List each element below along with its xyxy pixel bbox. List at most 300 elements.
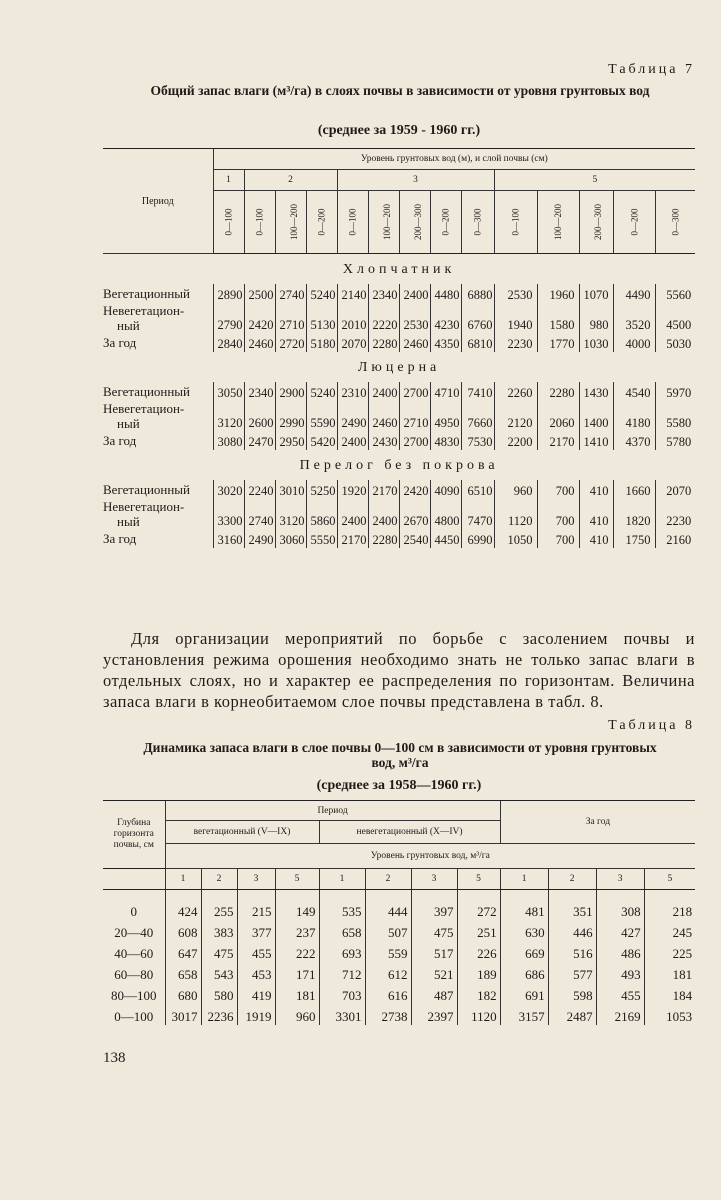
table7-label: Таблица 7 bbox=[608, 62, 695, 77]
table-cell: 6760 bbox=[461, 303, 494, 333]
depth-label: 0 bbox=[130, 903, 137, 919]
table7-layer-header bbox=[368, 191, 399, 254]
body-paragraph bbox=[103, 628, 695, 712]
table-cell: 2400 bbox=[337, 499, 368, 529]
depth-label: 0—100 bbox=[114, 1008, 154, 1024]
table-row bbox=[103, 401, 695, 431]
table-cell: 3017 bbox=[165, 1004, 201, 1025]
depth-label: 80—100 bbox=[111, 987, 157, 1003]
table-cell: 2230 bbox=[655, 499, 695, 529]
table-row bbox=[103, 983, 695, 1004]
table-cell: 7410 bbox=[461, 382, 494, 401]
table-cell: 1580 bbox=[537, 303, 579, 333]
table8-level-cell: 2 bbox=[201, 869, 237, 890]
table-cell: 410 bbox=[579, 499, 613, 529]
table-cell: 2460 bbox=[399, 333, 430, 352]
table7-layer-label: 0—100 bbox=[223, 208, 234, 235]
table-cell: 2738 bbox=[365, 1004, 411, 1025]
table-cell: 453 bbox=[237, 962, 275, 983]
table-cell: 2070 bbox=[655, 480, 695, 499]
row-label bbox=[103, 303, 213, 333]
table-cell: 577 bbox=[548, 962, 596, 983]
table-cell: 182 bbox=[457, 983, 500, 1004]
table-row bbox=[103, 920, 695, 941]
table-cell: 686 bbox=[500, 962, 548, 983]
table-cell: 2170 bbox=[368, 480, 399, 499]
row-label: Вегетационный bbox=[103, 383, 191, 399]
table-cell: 427 bbox=[596, 920, 644, 941]
table8-title: Динамика запаса влаги в слое почвы 0—100 см в зависимости от уровня грунтовых вод, м³/га bbox=[143, 740, 657, 770]
table-cell: 5860 bbox=[306, 499, 337, 529]
table-cell: 712 bbox=[319, 962, 365, 983]
table7-layer-header bbox=[613, 191, 655, 254]
table-row bbox=[103, 499, 695, 529]
table-cell: 1070 bbox=[579, 284, 613, 303]
table-cell: 4000 bbox=[613, 333, 655, 352]
table-cell: 2240 bbox=[244, 480, 275, 499]
table-cell: 507 bbox=[365, 920, 411, 941]
table-cell: 1430 bbox=[579, 382, 613, 401]
table7-layer-label: 0—200 bbox=[440, 208, 451, 235]
table-cell: 2280 bbox=[368, 529, 399, 548]
table-row bbox=[103, 890, 695, 920]
row-label-line2: ный bbox=[117, 416, 140, 431]
table-cell: 2280 bbox=[368, 333, 399, 352]
table-cell: 658 bbox=[319, 920, 365, 941]
table-cell: 1120 bbox=[457, 1004, 500, 1025]
page-number: 138 bbox=[103, 1050, 126, 1066]
table-cell: 493 bbox=[596, 962, 644, 983]
table-cell: 424 bbox=[165, 890, 201, 920]
table-cell: 630 bbox=[500, 920, 548, 941]
table-cell: 2700 bbox=[399, 431, 430, 450]
table-cell: 5590 bbox=[306, 401, 337, 431]
table-cell: 475 bbox=[411, 920, 457, 941]
table-cell: 3010 bbox=[275, 480, 306, 499]
table-cell: 2170 bbox=[337, 529, 368, 548]
table-cell: 1053 bbox=[644, 1004, 695, 1025]
table-cell: 2400 bbox=[337, 431, 368, 450]
table-cell: 598 bbox=[548, 983, 596, 1004]
table-cell: 226 bbox=[457, 941, 500, 962]
table-cell: 3020 bbox=[213, 480, 244, 499]
table7-subtitle: (среднее за 1959 - 1960 гг.) bbox=[317, 123, 481, 138]
table-cell: 2430 bbox=[368, 431, 399, 450]
table-cell: 4370 bbox=[613, 431, 655, 450]
table-cell: 1920 bbox=[337, 480, 368, 499]
table7-layer-label: 0—300 bbox=[472, 208, 483, 235]
table-cell: 693 bbox=[319, 941, 365, 962]
table8-level-cell: 1 bbox=[319, 869, 365, 890]
depth-label: 40—60 bbox=[114, 945, 154, 961]
table7-layer-header bbox=[213, 191, 244, 254]
row-label-line1: Невегетацион- bbox=[103, 303, 185, 318]
table-cell: 2060 bbox=[537, 401, 579, 431]
table-cell: 3300 bbox=[213, 499, 244, 529]
table-cell: 7660 bbox=[461, 401, 494, 431]
table8-empty-cell bbox=[103, 869, 165, 890]
table-cell: 2340 bbox=[368, 284, 399, 303]
table8-level-cell: 3 bbox=[237, 869, 275, 890]
table-cell: 2460 bbox=[244, 333, 275, 352]
table-cell: 5560 bbox=[655, 284, 695, 303]
table-cell: 225 bbox=[644, 941, 695, 962]
table-cell: 5780 bbox=[655, 431, 695, 450]
table-cell: 2280 bbox=[537, 382, 579, 401]
table-row bbox=[103, 480, 695, 499]
table-row bbox=[103, 431, 695, 450]
table7-layer-label: 0—200 bbox=[316, 208, 327, 235]
table-cell: 189 bbox=[457, 962, 500, 983]
table8-level-cell: 5 bbox=[644, 869, 695, 890]
table-cell: 2160 bbox=[655, 529, 695, 548]
table-cell: 5250 bbox=[306, 480, 337, 499]
paragraph-text: Для организации мероприятий по борьбе с засолением почвы и установления режима орошения необходимо знать не только запас влаги в отдельных слоях, но и характер ее распределения по горизонтам. Величина запаса влаги в корнеобитаемом слое почвы представлена в табл. 8. bbox=[103, 629, 695, 711]
table-cell: 3520 bbox=[613, 303, 655, 333]
table-cell: 1770 bbox=[537, 333, 579, 352]
table-cell: 149 bbox=[275, 890, 319, 920]
table-cell: 612 bbox=[365, 962, 411, 983]
depth-label: 60—80 bbox=[114, 966, 154, 982]
table8 bbox=[103, 800, 695, 1025]
table-cell: 2950 bbox=[275, 431, 306, 450]
table-cell: 2140 bbox=[337, 284, 368, 303]
table-cell: 6990 bbox=[461, 529, 494, 548]
table-row bbox=[103, 962, 695, 983]
table-cell: 2010 bbox=[337, 303, 368, 333]
table-cell: 4950 bbox=[430, 401, 461, 431]
table-cell: 700 bbox=[537, 529, 579, 548]
row-label: За год bbox=[103, 432, 137, 448]
table-cell: 2720 bbox=[275, 333, 306, 352]
table8-level-cell: 5 bbox=[275, 869, 319, 890]
table7-layer-label: 0—100 bbox=[254, 208, 265, 235]
table-cell: 2236 bbox=[201, 1004, 237, 1025]
table-cell: 2169 bbox=[596, 1004, 644, 1025]
table7-level-1: 1 bbox=[213, 170, 244, 191]
table-cell: 5180 bbox=[306, 333, 337, 352]
table-cell: 215 bbox=[237, 890, 275, 920]
row-label-line2: ный bbox=[117, 514, 140, 529]
table-cell: 2790 bbox=[213, 303, 244, 333]
table-cell: 700 bbox=[537, 499, 579, 529]
table-cell: 3160 bbox=[213, 529, 244, 548]
table-cell: 2397 bbox=[411, 1004, 457, 1025]
table-cell: 4230 bbox=[430, 303, 461, 333]
table-cell: 2670 bbox=[399, 499, 430, 529]
table-cell: 2340 bbox=[244, 382, 275, 401]
table-cell: 516 bbox=[548, 941, 596, 962]
table-cell: 669 bbox=[500, 941, 548, 962]
table8-depth-header: Глубина горизонта почвы, см bbox=[103, 801, 165, 869]
table-cell: 4350 bbox=[430, 333, 461, 352]
table7-group-header: Уровень грунтовых вод (м), и слой почвы (см) bbox=[213, 149, 695, 170]
table-cell: 2220 bbox=[368, 303, 399, 333]
table-cell: 237 bbox=[275, 920, 319, 941]
table-cell: 2710 bbox=[399, 401, 430, 431]
table7 bbox=[103, 148, 695, 548]
table8-level-cell: 3 bbox=[411, 869, 457, 890]
table-cell: 218 bbox=[644, 890, 695, 920]
table-cell: 2120 bbox=[494, 401, 537, 431]
table-cell: 1120 bbox=[494, 499, 537, 529]
row-label-line1: Невегетацион- bbox=[103, 401, 185, 416]
table-cell: 2400 bbox=[368, 499, 399, 529]
table-row bbox=[103, 284, 695, 303]
table-cell: 455 bbox=[237, 941, 275, 962]
table7-layer-label: 200—300 bbox=[592, 203, 603, 240]
table-cell: 5580 bbox=[655, 401, 695, 431]
row-label: За год bbox=[103, 334, 137, 350]
table-cell: 2490 bbox=[337, 401, 368, 431]
table-cell: 2540 bbox=[399, 529, 430, 548]
table8-veg-header: вегетационный (V—IX) bbox=[165, 821, 319, 844]
table7-section-title: Перелог без покрова bbox=[299, 458, 499, 473]
table-cell: 3120 bbox=[275, 499, 306, 529]
table-cell: 397 bbox=[411, 890, 457, 920]
table8-level-header: Уровень грунтовых вод, м³/га bbox=[165, 844, 695, 869]
table-cell: 5970 bbox=[655, 382, 695, 401]
table-cell: 475 bbox=[201, 941, 237, 962]
table-cell: 4480 bbox=[430, 284, 461, 303]
table-cell: 419 bbox=[237, 983, 275, 1004]
table-cell: 580 bbox=[201, 983, 237, 1004]
table-cell: 3060 bbox=[275, 529, 306, 548]
table8-level-cell: 2 bbox=[365, 869, 411, 890]
table-cell: 2470 bbox=[244, 431, 275, 450]
table-cell: 2200 bbox=[494, 431, 537, 450]
table7-layer-header bbox=[337, 191, 368, 254]
table7-layer-label: 0—100 bbox=[347, 208, 358, 235]
table-cell: 2400 bbox=[399, 284, 430, 303]
table8-level-cell: 1 bbox=[165, 869, 201, 890]
table-cell: 6880 bbox=[461, 284, 494, 303]
table-cell: 481 bbox=[500, 890, 548, 920]
table8-level-cell: 3 bbox=[596, 869, 644, 890]
table-cell: 2990 bbox=[275, 401, 306, 431]
table7-layer-label: 100—200 bbox=[381, 203, 392, 240]
table-cell: 543 bbox=[201, 962, 237, 983]
table-cell: 4710 bbox=[430, 382, 461, 401]
table-cell: 2530 bbox=[399, 303, 430, 333]
table-cell: 3120 bbox=[213, 401, 244, 431]
table-cell: 410 bbox=[579, 480, 613, 499]
table-cell: 517 bbox=[411, 941, 457, 962]
table-cell: 351 bbox=[548, 890, 596, 920]
table7-layer-header bbox=[430, 191, 461, 254]
table-cell: 444 bbox=[365, 890, 411, 920]
table-cell: 608 bbox=[165, 920, 201, 941]
table-cell: 377 bbox=[237, 920, 275, 941]
table7-layer-header bbox=[306, 191, 337, 254]
table-row bbox=[103, 382, 695, 401]
table-cell: 4090 bbox=[430, 480, 461, 499]
table7-layer-header bbox=[655, 191, 695, 254]
table7-layer-label: 100—200 bbox=[553, 203, 563, 240]
table-cell: 6810 bbox=[461, 333, 494, 352]
table7-layer-header bbox=[275, 191, 306, 254]
table-cell: 2070 bbox=[337, 333, 368, 352]
table-cell: 308 bbox=[596, 890, 644, 920]
table-cell: 455 bbox=[596, 983, 644, 1004]
table-cell: 703 bbox=[319, 983, 365, 1004]
table-cell: 5240 bbox=[306, 284, 337, 303]
table7-layer-label: 0—200 bbox=[629, 208, 639, 235]
table-cell: 4180 bbox=[613, 401, 655, 431]
table-cell: 5550 bbox=[306, 529, 337, 548]
table-cell: 486 bbox=[596, 941, 644, 962]
table-cell: 410 bbox=[579, 529, 613, 548]
table-cell: 7470 bbox=[461, 499, 494, 529]
table-cell: 2310 bbox=[337, 382, 368, 401]
table7-level-3: 3 bbox=[337, 170, 494, 191]
table-cell: 5240 bbox=[306, 382, 337, 401]
table-cell: 6510 bbox=[461, 480, 494, 499]
table-cell: 2500 bbox=[244, 284, 275, 303]
table-cell: 383 bbox=[201, 920, 237, 941]
table-cell: 2840 bbox=[213, 333, 244, 352]
table8-level-cell: 1 bbox=[500, 869, 548, 890]
row-label: Вегетационный bbox=[103, 481, 191, 497]
table7-layer-label: 0—300 bbox=[670, 208, 681, 235]
table-cell: 1410 bbox=[579, 431, 613, 450]
table7-layer-header bbox=[494, 191, 537, 254]
table-cell: 2230 bbox=[494, 333, 537, 352]
table-cell: 616 bbox=[365, 983, 411, 1004]
table-cell: 1750 bbox=[613, 529, 655, 548]
table-cell: 691 bbox=[500, 983, 548, 1004]
table-cell: 1030 bbox=[579, 333, 613, 352]
table-cell: 1820 bbox=[613, 499, 655, 529]
table-cell: 2420 bbox=[399, 480, 430, 499]
table7-level-2: 2 bbox=[244, 170, 337, 191]
table-cell: 658 bbox=[165, 962, 201, 983]
table-cell: 2460 bbox=[368, 401, 399, 431]
table-cell: 2487 bbox=[548, 1004, 596, 1025]
table-cell: 5030 bbox=[655, 333, 695, 352]
table-cell: 2600 bbox=[244, 401, 275, 431]
table7-layer-label: 0—100 bbox=[510, 208, 521, 235]
table-cell: 4490 bbox=[613, 284, 655, 303]
row-label bbox=[103, 401, 213, 431]
table-cell: 5420 bbox=[306, 431, 337, 450]
table-cell: 245 bbox=[644, 920, 695, 941]
table-cell: 980 bbox=[579, 303, 613, 333]
table-cell: 1960 bbox=[537, 284, 579, 303]
row-label: Вегетационный bbox=[103, 285, 191, 301]
table-cell: 2260 bbox=[494, 382, 537, 401]
table-cell: 222 bbox=[275, 941, 319, 962]
table-cell: 7530 bbox=[461, 431, 494, 450]
table7-layer-header bbox=[244, 191, 275, 254]
table-cell: 1940 bbox=[494, 303, 537, 333]
table7-layer-header bbox=[537, 191, 579, 254]
table-cell: 3050 bbox=[213, 382, 244, 401]
table-cell: 181 bbox=[644, 962, 695, 983]
table7-title: Общий запас влаги (м³/га) в слоях почвы в зависимости от уровня грунтовых вод bbox=[150, 83, 650, 98]
table-cell: 1050 bbox=[494, 529, 537, 548]
row-label bbox=[103, 499, 213, 529]
table-cell: 1660 bbox=[613, 480, 655, 499]
table-cell: 680 bbox=[165, 983, 201, 1004]
table-cell: 960 bbox=[275, 1004, 319, 1025]
table8-period-header: Период bbox=[165, 801, 500, 821]
table-cell: 4450 bbox=[430, 529, 461, 548]
table7-level-5: 5 bbox=[494, 170, 695, 191]
table-cell: 184 bbox=[644, 983, 695, 1004]
table-cell: 4830 bbox=[430, 431, 461, 450]
table-cell: 487 bbox=[411, 983, 457, 1004]
table-cell: 181 bbox=[275, 983, 319, 1004]
table-cell: 2170 bbox=[537, 431, 579, 450]
table-cell: 3080 bbox=[213, 431, 244, 450]
table-cell: 2420 bbox=[244, 303, 275, 333]
table8-level-cell: 5 bbox=[457, 869, 500, 890]
table-cell: 960 bbox=[494, 480, 537, 499]
table-cell: 4800 bbox=[430, 499, 461, 529]
table7-layer-header bbox=[579, 191, 613, 254]
table7-layer-header bbox=[399, 191, 430, 254]
table7-section-title: Хлопчатник bbox=[342, 262, 456, 277]
table-cell: 446 bbox=[548, 920, 596, 941]
table-cell: 2740 bbox=[244, 499, 275, 529]
table-cell: 521 bbox=[411, 962, 457, 983]
table8-label: Таблица 8 bbox=[608, 718, 695, 733]
table-cell: 2490 bbox=[244, 529, 275, 548]
table-cell: 4540 bbox=[613, 382, 655, 401]
table-cell: 171 bbox=[275, 962, 319, 983]
row-label-line2: ный bbox=[117, 318, 140, 333]
table-cell: 1400 bbox=[579, 401, 613, 431]
table-cell: 3301 bbox=[319, 1004, 365, 1025]
table-row bbox=[103, 333, 695, 352]
depth-label: 20—40 bbox=[114, 924, 154, 940]
table-cell: 2900 bbox=[275, 382, 306, 401]
table-cell: 255 bbox=[201, 890, 237, 920]
table-cell: 5130 bbox=[306, 303, 337, 333]
table-cell: 251 bbox=[457, 920, 500, 941]
table-cell: 535 bbox=[319, 890, 365, 920]
table-cell: 272 bbox=[457, 890, 500, 920]
table7-layer-header bbox=[461, 191, 494, 254]
table8-year-header: За год bbox=[500, 801, 695, 844]
table-cell: 2710 bbox=[275, 303, 306, 333]
table-cell: 559 bbox=[365, 941, 411, 962]
table-cell: 3157 bbox=[500, 1004, 548, 1025]
table-row bbox=[103, 303, 695, 333]
table7-section-title: Люцерна bbox=[357, 360, 441, 375]
table-cell: 700 bbox=[537, 480, 579, 499]
table-cell: 4500 bbox=[655, 303, 695, 333]
table-cell: 2740 bbox=[275, 284, 306, 303]
table7-layer-label: 200—300 bbox=[412, 203, 423, 240]
table8-nonveg-header: невегетационный (X—IV) bbox=[319, 821, 500, 844]
table-row bbox=[103, 529, 695, 548]
table7-layer-label: 100—200 bbox=[288, 203, 299, 240]
table-cell: 2530 bbox=[494, 284, 537, 303]
row-label: За год bbox=[103, 530, 137, 546]
table-cell: 2700 bbox=[399, 382, 430, 401]
table7-period-header: Период bbox=[103, 149, 213, 254]
table-row bbox=[103, 941, 695, 962]
table-cell: 2400 bbox=[368, 382, 399, 401]
table-cell: 647 bbox=[165, 941, 201, 962]
table8-level-cell: 2 bbox=[548, 869, 596, 890]
row-label-line1: Невегетацион- bbox=[103, 499, 185, 514]
table-cell: 2890 bbox=[213, 284, 244, 303]
table8-subtitle: (среднее за 1958—1960 гг.) bbox=[316, 778, 482, 793]
table-cell: 1919 bbox=[237, 1004, 275, 1025]
